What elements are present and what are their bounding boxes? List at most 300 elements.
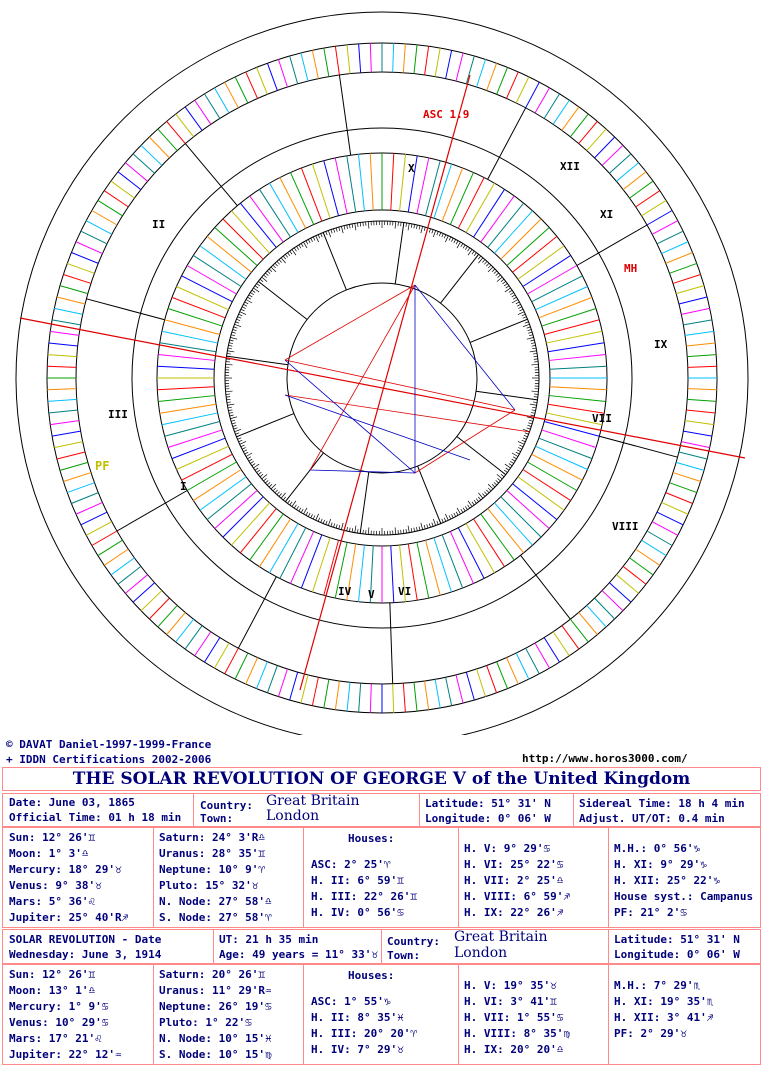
position-line: H. VI: 25° 22'♋ xyxy=(464,858,564,871)
small-tick xyxy=(528,423,532,424)
position-line: H. VIII: 8° 35'♍ xyxy=(464,1027,570,1040)
small-tick xyxy=(234,327,238,328)
small-tick xyxy=(421,226,423,233)
small-tick xyxy=(527,337,534,339)
degree-tick xyxy=(687,355,716,357)
small-tick xyxy=(234,429,241,431)
small-tick xyxy=(530,404,537,405)
small-tick xyxy=(478,497,481,500)
position-line: Uranus: 11° 29'R♒ xyxy=(159,984,272,997)
small-tick xyxy=(516,452,519,454)
small-tick xyxy=(236,319,240,320)
small-tick xyxy=(419,526,420,530)
degree-tick xyxy=(278,669,287,697)
small-tick xyxy=(242,307,246,309)
revolution-country-label: Country: xyxy=(387,935,440,948)
small-tick xyxy=(273,488,276,491)
small-tick xyxy=(288,253,290,256)
wheel-ring xyxy=(214,210,550,546)
position-line: Moon: 13° 1'♎ xyxy=(9,984,96,997)
degree-tick xyxy=(587,605,606,627)
degree-tick xyxy=(553,100,569,124)
position-line: Neptune: 26° 19'♋ xyxy=(159,1000,272,1013)
revolution-town-label: Town: xyxy=(387,949,421,962)
small-tick xyxy=(242,447,246,449)
position-line: H. XII: 25° 22'♑ xyxy=(614,874,720,887)
inner-tick xyxy=(450,531,473,583)
small-tick xyxy=(255,286,258,288)
degree-tick xyxy=(335,46,339,75)
house-cusp xyxy=(86,299,164,320)
small-tick xyxy=(347,527,348,531)
small-tick xyxy=(449,237,451,241)
small-tick xyxy=(497,275,500,278)
degree-tick xyxy=(435,679,440,708)
small-tick xyxy=(454,239,456,243)
small-tick xyxy=(294,505,296,508)
small-tick xyxy=(227,353,231,354)
small-tick xyxy=(264,275,267,278)
small-tick xyxy=(349,528,350,532)
degree-tick xyxy=(456,53,463,81)
inner-tick xyxy=(176,446,228,469)
inner-tick xyxy=(434,538,452,592)
degree-tick xyxy=(685,421,714,425)
aspect-line xyxy=(285,395,530,432)
small-tick xyxy=(239,314,243,316)
sign-divider xyxy=(258,281,307,319)
small-tick xyxy=(357,529,358,533)
small-tick xyxy=(336,228,337,232)
degree-tick xyxy=(215,643,230,668)
degree-tick xyxy=(54,442,82,448)
sign-divider xyxy=(323,232,346,289)
small-tick xyxy=(484,492,487,495)
small-tick xyxy=(531,391,538,392)
small-tick xyxy=(528,329,532,330)
inner-tick xyxy=(450,172,473,224)
inner-tick xyxy=(165,320,220,335)
inner-tick xyxy=(546,331,602,343)
small-tick xyxy=(368,222,369,229)
degree-tick xyxy=(526,82,540,108)
small-tick xyxy=(474,500,476,503)
position-line: H. III: 22° 26'♊ xyxy=(311,890,417,903)
degree-tick xyxy=(595,598,615,619)
small-tick xyxy=(433,230,435,237)
position-line: Pluto: 1° 22'♋ xyxy=(159,1016,252,1029)
small-tick xyxy=(231,420,235,421)
small-tick xyxy=(416,527,417,531)
degree-tick xyxy=(687,399,716,401)
degree-tick xyxy=(370,684,371,713)
small-tick xyxy=(230,337,237,339)
small-tick xyxy=(496,480,499,483)
small-tick xyxy=(235,433,239,434)
inner-tick xyxy=(182,454,233,480)
house-label: V xyxy=(368,588,375,601)
small-tick xyxy=(461,509,463,512)
small-tick xyxy=(279,493,282,496)
inner-tick xyxy=(539,297,592,317)
inner-tick xyxy=(358,545,364,602)
position-line: S. Node: 10° 15'♍ xyxy=(159,1048,272,1061)
small-tick xyxy=(451,238,453,242)
inner-tick xyxy=(442,535,462,588)
small-tick xyxy=(512,453,518,457)
degree-tick xyxy=(666,493,693,504)
small-tick xyxy=(531,343,535,344)
small-tick xyxy=(296,506,298,509)
small-tick xyxy=(313,237,315,241)
degree-tick xyxy=(125,163,147,182)
degree-tick xyxy=(685,331,714,335)
degree-tick xyxy=(477,669,486,697)
degree-tick xyxy=(683,431,712,436)
small-tick xyxy=(468,501,472,507)
inner-tick xyxy=(370,153,373,210)
small-tick xyxy=(306,512,308,515)
house-cusp xyxy=(599,436,677,457)
degree-tick xyxy=(92,211,117,226)
degree-tick xyxy=(235,77,248,103)
small-tick xyxy=(267,482,270,485)
small-tick xyxy=(444,235,446,239)
house-cusp xyxy=(117,491,187,532)
small-tick xyxy=(316,514,319,520)
small-tick xyxy=(472,251,474,254)
degree-tick xyxy=(86,221,112,235)
small-tick xyxy=(257,470,260,472)
small-tick xyxy=(357,223,358,227)
degree-tick xyxy=(57,452,85,459)
inner-tick xyxy=(301,535,321,588)
inner-tick xyxy=(539,438,592,458)
position-line: H. IV: 7° 29'♉ xyxy=(311,1043,404,1056)
revolution-info-panel xyxy=(2,929,761,964)
small-tick xyxy=(457,508,461,514)
inner-tick xyxy=(535,286,587,309)
small-tick xyxy=(518,312,524,315)
house-label: IV xyxy=(338,585,352,598)
revolution-latitude: Latitude: 51° 31' N xyxy=(614,933,740,946)
sign-divider xyxy=(395,223,404,284)
degree-tick xyxy=(111,181,134,198)
small-tick xyxy=(275,263,278,266)
small-tick xyxy=(510,292,513,294)
small-tick xyxy=(512,300,518,304)
position-line: H. VII: 2° 25'♎ xyxy=(464,874,564,887)
small-tick xyxy=(264,478,267,481)
small-tick xyxy=(525,322,529,323)
small-tick xyxy=(275,490,278,493)
house-label: III xyxy=(108,408,128,421)
small-tick xyxy=(532,345,536,346)
revolution-country: Great Britain xyxy=(454,929,548,945)
degree-tick xyxy=(623,566,646,584)
degree-tick xyxy=(133,583,155,602)
degree-tick xyxy=(425,46,429,75)
degree-tick xyxy=(60,286,88,294)
sign-divider xyxy=(440,254,478,303)
degree-tick xyxy=(47,366,76,367)
small-tick xyxy=(233,425,237,426)
position-line: ASC: 2° 25'♈ xyxy=(311,858,391,871)
small-tick xyxy=(414,224,415,228)
inner-tick xyxy=(290,172,313,224)
small-tick xyxy=(240,441,246,444)
degree-tick xyxy=(167,121,186,143)
degree-tick xyxy=(466,56,474,84)
natal-town: London xyxy=(266,808,320,824)
small-tick xyxy=(292,249,296,255)
natal-adjust: Adjust. UT/OT: 0.4 min xyxy=(579,812,725,825)
small-tick xyxy=(352,528,353,532)
small-tick xyxy=(228,410,232,411)
small-tick xyxy=(437,521,438,525)
small-tick xyxy=(352,224,353,228)
inner-tick xyxy=(162,413,218,425)
small-tick xyxy=(301,509,303,512)
small-tick xyxy=(468,248,470,251)
natal-country: Great Britain xyxy=(266,793,360,809)
credits-line-2: + IDDN Certifications 2002-2006 xyxy=(6,753,212,766)
small-tick xyxy=(252,290,255,292)
inner-tick xyxy=(312,538,330,592)
degree-tick xyxy=(553,632,569,656)
small-tick xyxy=(518,441,524,444)
small-tick xyxy=(285,254,287,257)
degree-tick xyxy=(104,549,128,565)
small-tick xyxy=(516,302,519,304)
inner-tick xyxy=(157,366,214,369)
inner-tick xyxy=(158,396,215,402)
natal-longitude: Longitude: 0° 06' W xyxy=(425,812,551,825)
degree-tick xyxy=(235,653,248,679)
small-tick xyxy=(522,314,526,316)
small-tick xyxy=(234,428,238,429)
small-tick xyxy=(533,353,537,354)
small-tick xyxy=(528,425,532,426)
inner-tick xyxy=(466,523,495,572)
degree-tick xyxy=(616,575,638,594)
degree-tick xyxy=(679,452,707,459)
degree-tick xyxy=(609,583,631,602)
small-tick xyxy=(429,524,430,528)
small-tick xyxy=(454,513,456,517)
revolution-title: SOLAR REVOLUTION - Date xyxy=(9,933,162,946)
inner-tick xyxy=(324,161,339,216)
small-tick xyxy=(529,335,533,336)
degree-tick xyxy=(630,181,653,198)
position-line: H. IX: 22° 26'♐ xyxy=(464,906,564,919)
inner-tick xyxy=(290,531,313,583)
small-tick xyxy=(468,249,472,255)
small-tick xyxy=(260,279,263,282)
degree-tick xyxy=(257,662,268,689)
degree-tick xyxy=(225,648,239,674)
inner-tick xyxy=(187,266,236,295)
small-tick xyxy=(227,351,234,352)
small-tick xyxy=(461,243,463,246)
small-tick xyxy=(456,512,458,515)
degree-tick xyxy=(149,137,169,158)
small-tick xyxy=(227,404,234,405)
small-tick xyxy=(347,225,348,229)
inner-tick xyxy=(335,158,347,214)
small-tick xyxy=(241,445,245,447)
small-tick xyxy=(344,226,345,230)
degree-tick xyxy=(141,145,162,165)
degree-tick xyxy=(570,114,588,137)
position-line: Moon: 1° 3'♎ xyxy=(9,847,89,860)
revolution-ut: UT: 21 h 35 min xyxy=(219,933,319,946)
small-tick xyxy=(269,269,272,272)
small-tick xyxy=(523,324,530,326)
position-line: Saturn: 24° 3'R♎ xyxy=(159,831,265,844)
degree-tick xyxy=(98,200,123,215)
position-line: Sun: 12° 26'♊ xyxy=(9,831,96,844)
small-tick xyxy=(492,484,495,487)
position-line: M.H.: 7° 29'♏ xyxy=(614,979,701,992)
small-tick xyxy=(530,340,534,341)
degree-tick xyxy=(359,683,361,712)
small-tick xyxy=(331,230,332,234)
small-tick xyxy=(311,514,313,518)
degree-tick xyxy=(301,53,308,81)
wheel-rings xyxy=(16,12,748,735)
inner-tick xyxy=(532,276,583,302)
position-line: M.H.: 0° 56'♑ xyxy=(614,842,701,855)
small-tick xyxy=(247,297,250,299)
degree-tick xyxy=(393,684,394,713)
degree-tick xyxy=(71,493,98,504)
house-label: X xyxy=(408,162,415,175)
small-tick xyxy=(339,525,340,529)
small-tick xyxy=(227,402,231,403)
degree-tick xyxy=(623,172,646,190)
small-tick xyxy=(277,261,280,264)
small-tick xyxy=(512,459,515,461)
small-tick xyxy=(326,521,327,525)
small-tick xyxy=(520,309,524,311)
small-tick xyxy=(523,317,527,319)
degree-tick xyxy=(686,343,715,346)
degree-tick xyxy=(497,662,508,689)
inner-tick xyxy=(165,421,220,436)
page-title: THE SOLAR REVOLUTION OF GEORGE V of the United Kingdom xyxy=(2,767,761,791)
small-tick xyxy=(468,505,470,508)
small-tick xyxy=(294,248,296,251)
house-cusp xyxy=(521,555,571,619)
small-tick xyxy=(476,499,478,502)
degree-tick xyxy=(185,107,202,130)
position-line: Saturn: 20° 26'♊ xyxy=(159,968,265,981)
position-line: Sun: 12° 26'♊ xyxy=(9,968,96,981)
inner-tick xyxy=(549,396,606,402)
degree-tick xyxy=(67,483,94,493)
small-tick xyxy=(395,222,396,229)
small-tick xyxy=(456,241,458,244)
position-line: PF: 2° 29'♉ xyxy=(614,1027,687,1040)
sign-divider xyxy=(236,414,293,437)
inner-tick xyxy=(187,462,236,491)
site-link[interactable]: http://www.horos3000.com/ xyxy=(522,752,688,765)
small-tick xyxy=(532,410,536,411)
small-tick xyxy=(355,526,356,533)
small-tick xyxy=(510,461,513,463)
small-tick xyxy=(408,526,409,533)
degree-tick xyxy=(195,632,211,656)
position-line: Mars: 5° 36'♌ xyxy=(9,895,96,908)
degree-tick xyxy=(195,100,211,124)
degree-tick xyxy=(662,502,688,514)
house-label: XI xyxy=(600,208,614,221)
degree-tick xyxy=(347,682,350,711)
small-tick xyxy=(241,309,245,311)
inner-tick xyxy=(176,286,228,309)
small-tick xyxy=(532,348,536,349)
small-tick xyxy=(235,322,239,323)
degree-tick xyxy=(487,666,497,693)
small-tick xyxy=(403,530,404,534)
sign-divider xyxy=(418,466,441,523)
degree-tick xyxy=(49,410,78,413)
small-tick xyxy=(451,514,453,518)
small-tick xyxy=(304,508,308,514)
position-line: H. XII: 3° 41'♐ xyxy=(614,1011,714,1024)
small-tick xyxy=(424,227,425,231)
inner-tick xyxy=(312,164,330,218)
small-tick xyxy=(505,464,511,468)
degree-tick xyxy=(158,129,177,151)
inner-tick xyxy=(280,528,306,579)
small-tick xyxy=(513,457,516,459)
degree-tick xyxy=(562,107,579,130)
small-tick xyxy=(239,440,243,442)
inner-tick xyxy=(550,387,607,390)
position-line: H. IV: 0° 56'♋ xyxy=(311,906,404,919)
small-tick xyxy=(360,223,361,227)
small-tick xyxy=(253,288,259,292)
degree-tick xyxy=(446,50,452,78)
degree-tick xyxy=(111,558,134,575)
degree-tick xyxy=(50,331,79,335)
position-line: N. Node: 10° 15'♓ xyxy=(159,1032,272,1045)
degree-tick xyxy=(158,605,177,627)
small-tick xyxy=(368,527,369,534)
degree-tick xyxy=(86,522,112,536)
small-tick xyxy=(429,229,430,233)
small-tick xyxy=(249,459,252,461)
degree-tick xyxy=(81,512,107,525)
small-tick xyxy=(472,502,474,505)
degree-tick xyxy=(535,88,550,113)
small-tick xyxy=(411,528,412,532)
small-tick xyxy=(283,256,286,259)
degree-tick xyxy=(526,648,540,674)
small-tick xyxy=(395,527,396,534)
small-tick xyxy=(414,528,415,532)
inner-tick xyxy=(172,297,225,317)
position-line: House syst.: Campanus xyxy=(614,890,754,903)
inner-tick xyxy=(527,266,576,295)
small-tick xyxy=(323,520,324,524)
small-tick xyxy=(311,238,313,242)
inner-tick xyxy=(417,542,429,598)
small-tick xyxy=(424,525,425,529)
inner-tick xyxy=(157,387,214,390)
